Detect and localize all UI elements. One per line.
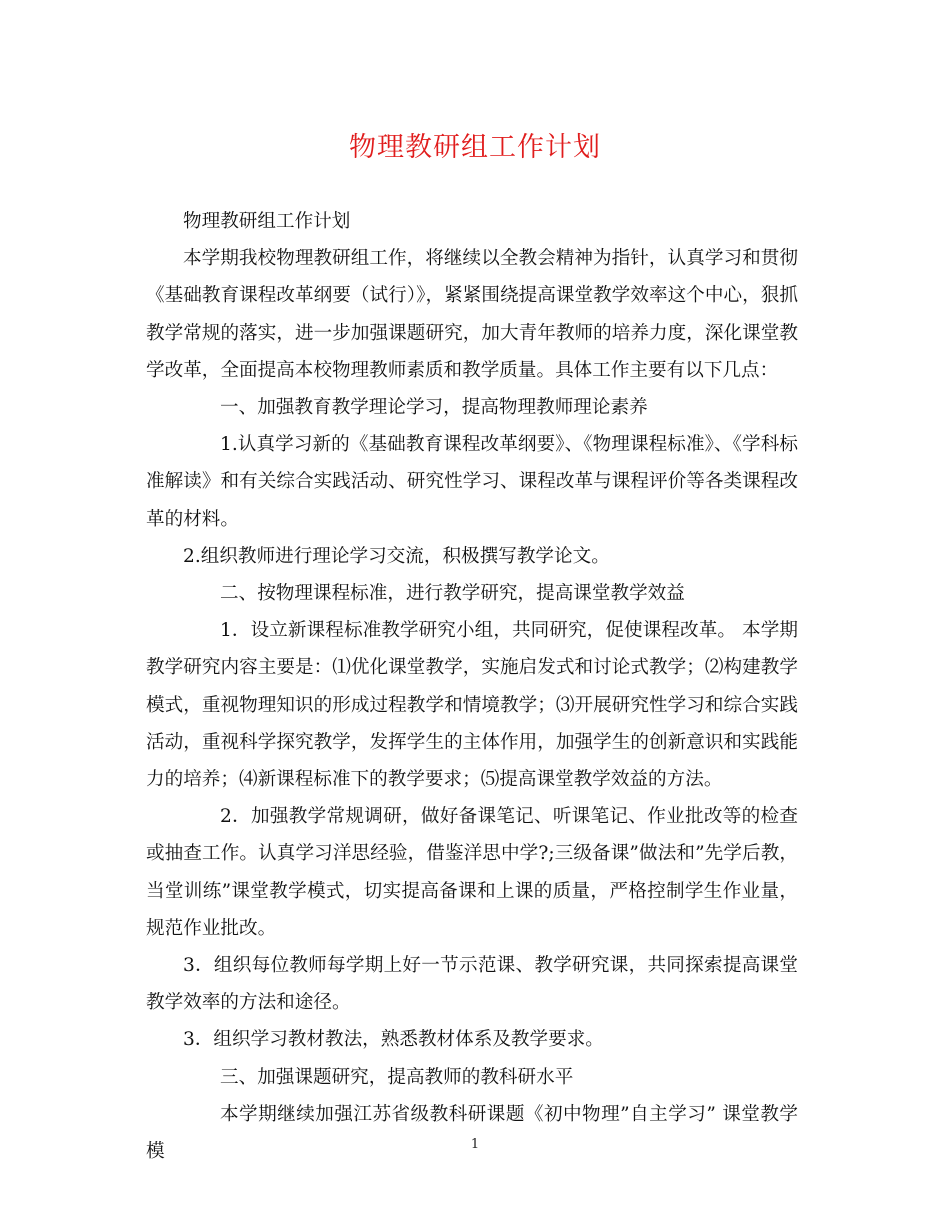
section-heading-2: 二、按物理课程标准，进行教学研究，提高课堂教学效益 [220,583,685,605]
section-heading-3: 三、加强课题研究，提高教师的教科研水平 [220,1066,574,1088]
document-title: 物理教研组工作计划 [349,132,601,163]
paragraph-subtitle: 物理教研组工作计划 [183,211,351,232]
paragraph-1-1: 1.认真学习新的《基础教育课程改革纲要》、《物理课程标准》、《学科标准解读》和有关综合实践活动、研究性学习、课程改革与课程评价等各类课程改革的材料。 [146,434,798,530]
paragraph-2-2: 2．加强教学常规调研，做好备课笔记、听课笔记、作业批改等的检查或抽查工作。认真学习洋思经验，借鉴洋思中学?;三级备课”做法和”先学后教，当堂训练”课堂教学模式，切实提高备课和上课的质量，严格控制学生作业量，规范作业批改。 [146,806,798,939]
page-number: 1 [470,1137,480,1152]
paragraph-2-3: 3．组织每位教师每学期上好一节示范课、教学研究课，共同探索提高课堂教学效率的方法和途径。 [146,955,798,1014]
paragraph-intro: 本学期我校物理教研组工作，将继续以全教会精神为指针，认真学习和贯彻《基础教育课程改革纲要（试行）》，紧紧围绕提高课堂教学效率这个中心，狠抓教学常规的落实，进一步加强课题研究，加大青年教师的培养力度，深化课堂教学改革，全面提高本校物理教师素质和教学质量。具体工作主要有以下几点： [146,248,798,381]
paragraph-2-4: 3．组织学习教材教法，熟悉教材体系及教学要求。 [183,1029,604,1051]
paragraph-2-1: 1．设立新课程标准教学研究小组，共同研究，促使课程改革。 本学期教学研究内容主要是：⑴优化课堂教学，实施启发式和讨论式教学；⑵构建教学模式，重视物理知识的形成过程教学和情境教学；⑶开展研究性学习和综合实践活动，重视科学探究教学，发挥学生的主体作用，加强学生的创新意识和实践能力的培养；⑷新课程标准下的教学要求；⑸提高课堂教学效益的方法。 [146,620,798,791]
paragraph-3-1: 本学期继续加强江苏省级教科研课题《初中物理”自主学习” 课堂教学模 [146,1103,798,1163]
document-body [146,203,798,1170]
paragraph-1-2: 2.组织教师进行理论学习交流，积极撰写教学论文。 [183,545,610,567]
section-heading-1: 一、加强教育教学理论学习，提高物理教师理论素养 [220,397,648,419]
